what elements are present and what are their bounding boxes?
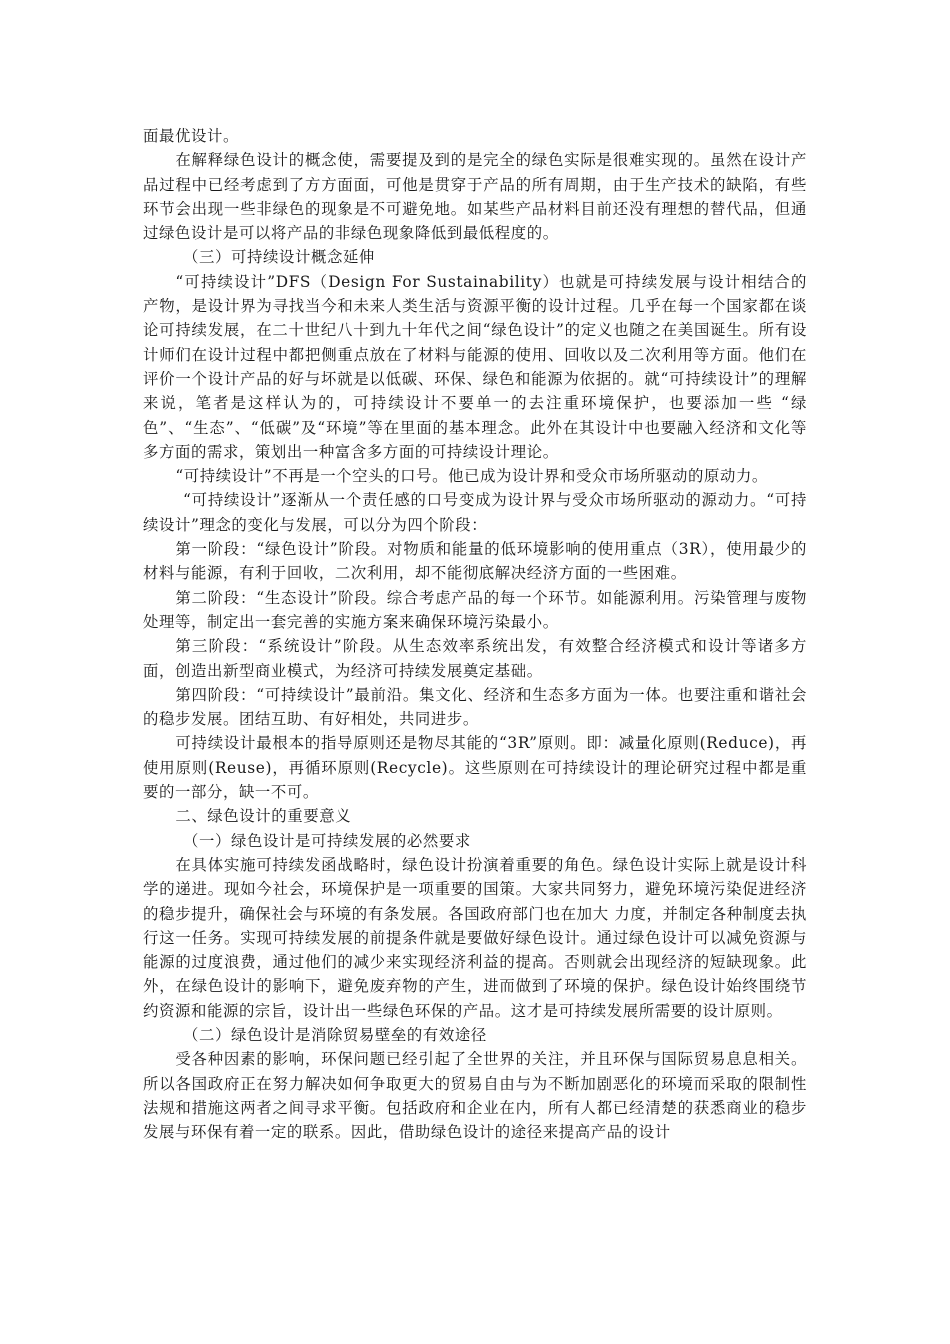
section-subheading: （一）绿色设计是可持续发展的必然要求: [183, 831, 471, 850]
paragraph: 在解释绿色设计的概念使，需要提及到的是完全的绿色实际是很难实现的。虽然在设计产品过程中已经考虑到了方方面面，可他是贯穿于产品的所有周期，由于生产技术的缺陷，有些环节会出现一些非绿色的现象是不可避免地。如某些产品材料目前还没有理想的替代品，但通过绿色设计是可以将产品的非绿色现象降低到最低程度的。: [143, 151, 807, 243]
paragraph: “可持续设计”DFS（Design For Sustainability）也就是可持续发展与设计相结合的产物，是设计界为寻找当今和未来人类生活与资源平衡的设计过程。几乎在每一个国家都在谈论可持续发展，在二十世纪八十到九十年代之间“绿色设计”的定义也随之在美国诞生。所有设计师们在设计过程中都把侧重点放在了材料与能源的使用、回收以及二次利用等方面。他们在评价一个设计产品的好与坏就是以低碳、环保、绿色和能源为依据的。就“可持续设计”的理解来说，笔者是这样认为的，可持续设计不要单一的去注重环境保护，也要添加一些 “绿色”、“生态”、“低碳”及“环境”等在里面的基本理念。此外在其设计中也要融入经济和文化等多方面的需求，策划出一种富含多方面的可持续设计理论。: [143, 272, 807, 461]
stage-paragraph: 第一阶段：“绿色设计”阶段。对物质和能量的低环境影响的使用重点（3R），使用最少的材料与能源，有利于回收，二次利用，却不能彻底解决经济方面的一些困难。: [143, 540, 807, 583]
paragraph: “可持续设计”不再是一个空头的口号。他已成为设计界和受众市场所驱动的原动力。: [175, 467, 768, 486]
paragraph: 可持续设计最根本的指导原则还是物尽其能的“3R”原则。即：减量化原则(Reduce)，再使用原则(Reuse)，再循环原则(Recycle)。这些原则在可持续设计的理论研究过程中都是重要的一部分，缺一不可。: [143, 734, 807, 802]
section-heading: 二、绿色设计的重要意义: [175, 807, 352, 826]
document-body: [143, 124, 807, 1144]
paragraph: 在具体实施可持续发函战略时，绿色设计扮演着重要的角色。绿色设计实际上就是设计科学的递进。现如今社会，环境保护是一项重要的国策。大家共同努力，避免环境污染促进经济的稳步提升，确保社会与环境的有条发展。各国政府部门也在加大 力度，并制定各种制度去执行这一任务。实现可持续发展的前提条件就是要做好绿色设计。通过绿色设计可以减免资源与能源的过度浪费，通过他们的减少来实现经济利益的提高。否则就会出现经济的短缺现象。此外，在绿色设计的影响下，避免废弃物的产生，进而做到了环境的保护。绿色设计始终围绕节约资源和能源的宗旨，设计出一些绿色环保的产品。这才是可持续发展所需要的设计原则。: [143, 855, 807, 1020]
section-subheading: （三）可持续设计概念延伸: [183, 248, 375, 267]
paragraph: “可持续设计”逐渐从一个责任感的口号变成为设计界与受众市场所驱动的源动力。“可持续设计”理念的变化与发展，可以分为四个阶段：: [143, 491, 807, 534]
paragraph: 受各种因素的影响，环保问题已经引起了全世界的关注，并且环保与国际贸易息息相关。所以各国政府正在努力解决如何争取更大的贸易自由与为不断加剧恶化的环境而采取的限制性法规和措施这两者之间寻求平衡。包括政府和企业在内，所有人都已经清楚的获悉商业的稳步发展与环保有着一定的联系。因此，借助绿色设计的途径来提高产品的设计: [143, 1050, 807, 1142]
paragraph: 面最优设计。: [143, 127, 239, 145]
stage-paragraph: 第四阶段：“可持续设计”最前沿。集文化、经济和生态多方面为一体。也要注重和谐社会的稳步发展。团结互助、有好相处，共同进步。: [143, 685, 807, 729]
stage-paragraph: 第二阶段：“生态设计”阶段。综合考虑产品的每一个环节。如能源利用。污染管理与废物处理等，制定出一套完善的实施方案来确保环境污染最小。: [143, 588, 807, 631]
section-subheading: （二）绿色设计是消除贸易壁垒的有效途径: [183, 1025, 487, 1044]
stage-paragraph: 第三阶段：“系统设计”阶段。从生态效率系统出发，有效整合经济模式和设计等诸多方面，创造出新型商业模式，为经济可持续发展奠定基础。: [143, 637, 807, 680]
